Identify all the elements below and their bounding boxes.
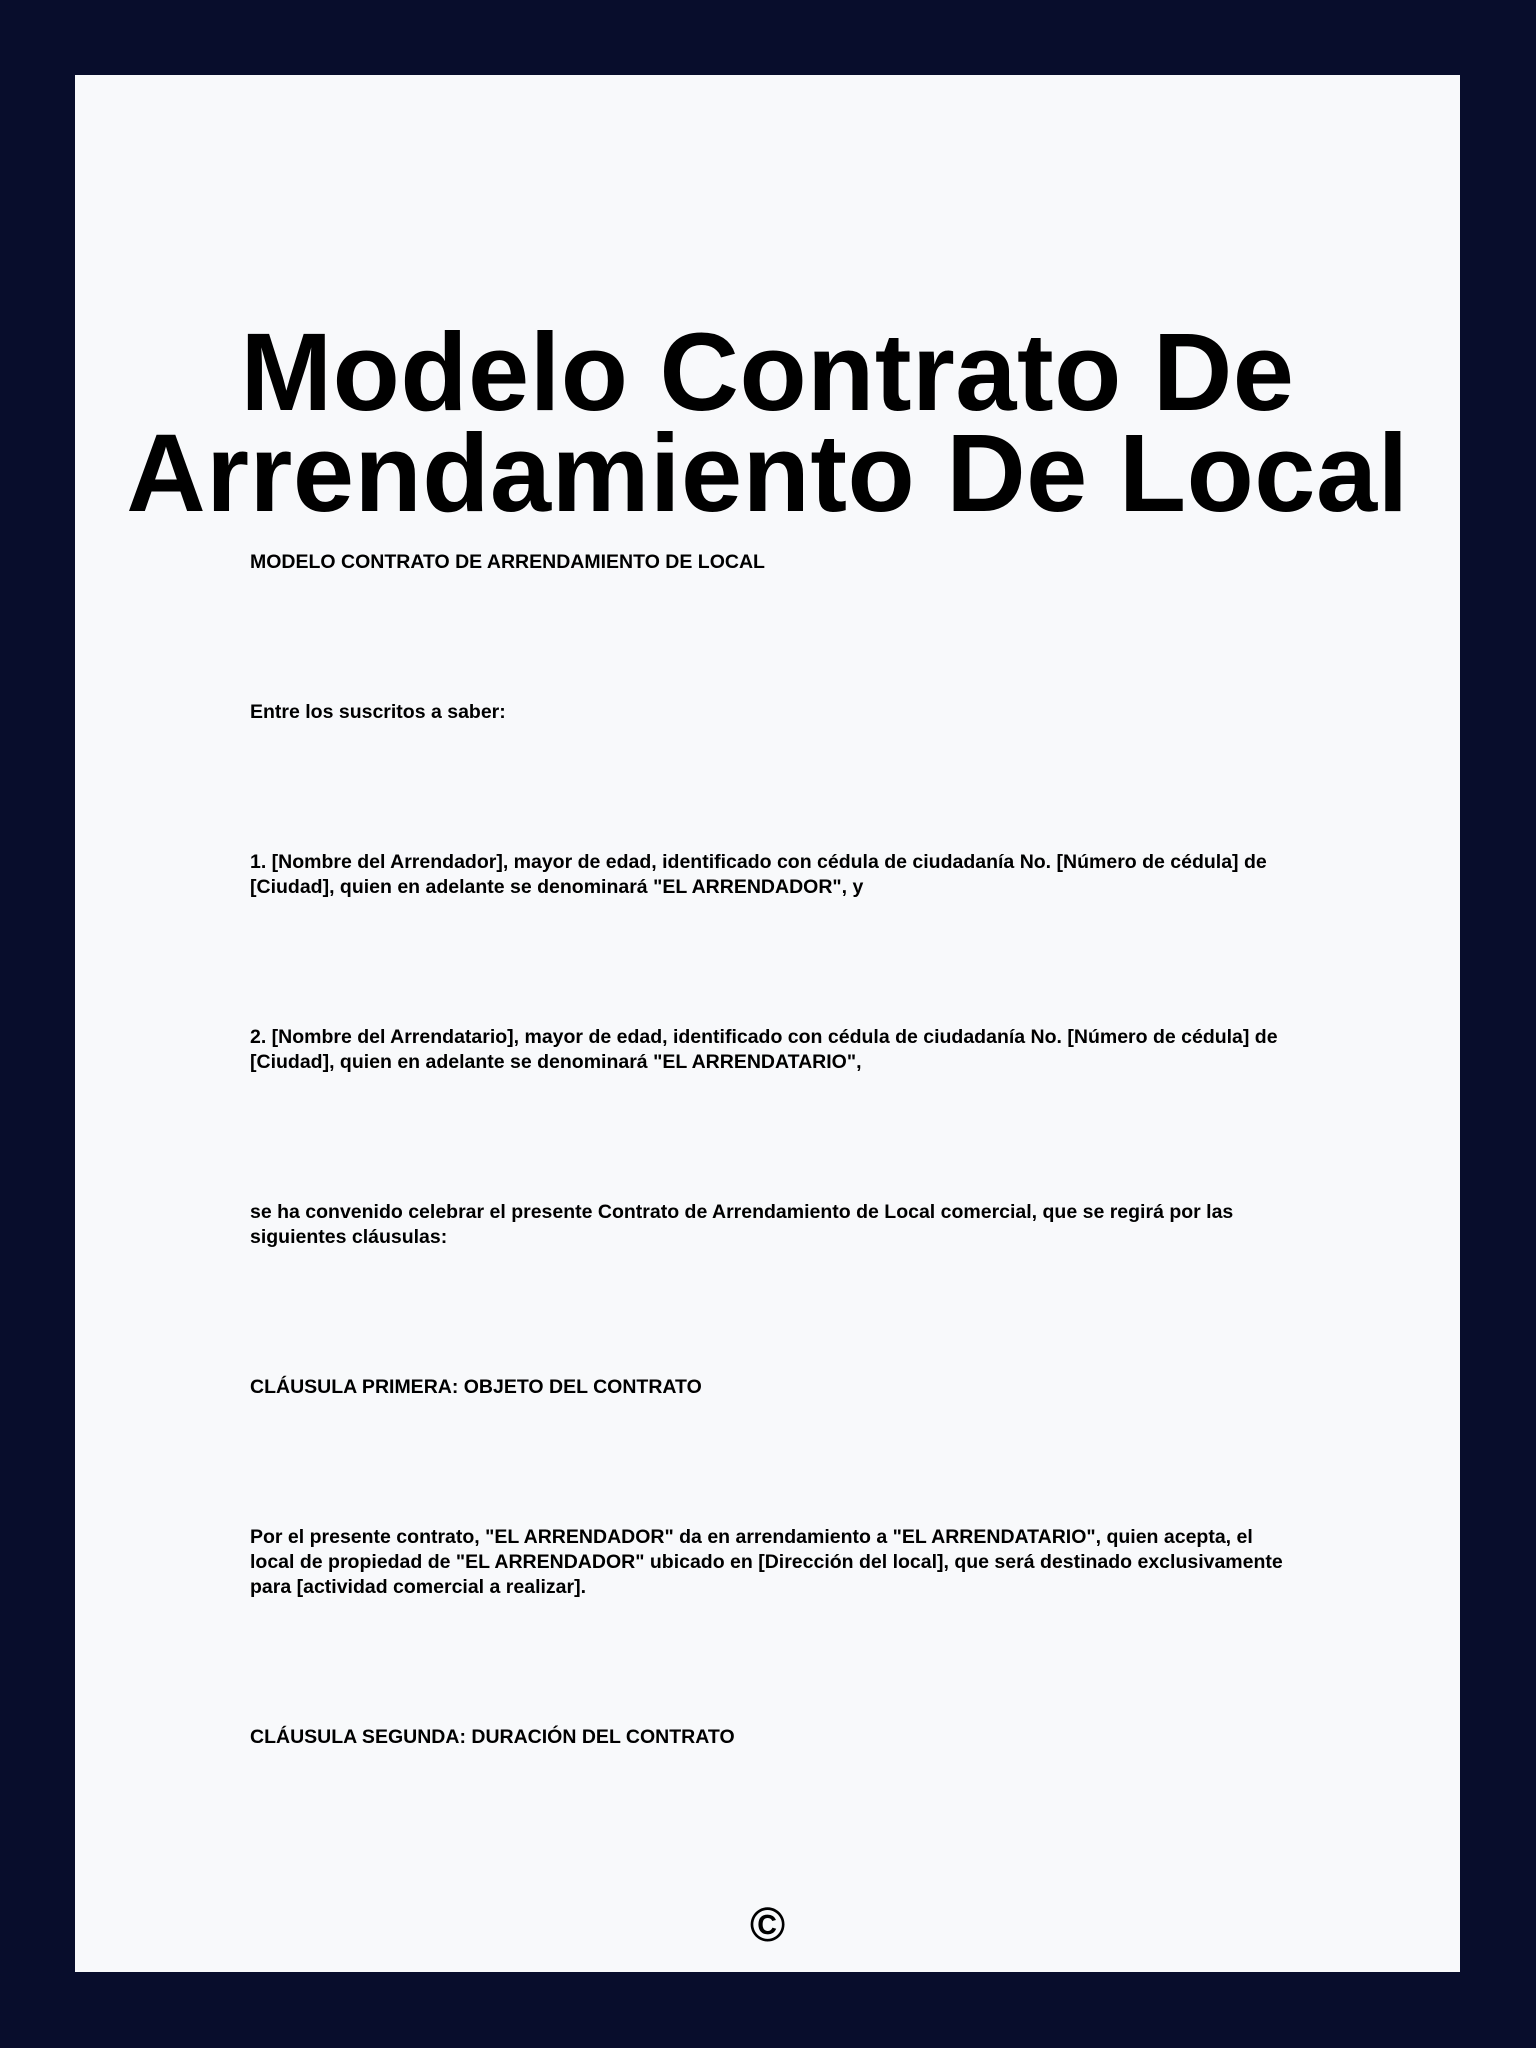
copyright-icon: © xyxy=(749,1899,786,1952)
agreement-paragraph: se ha convenido celebrar el presente Contrato de Arrendamiento de Local comercial, que se regirá por las siguientes cláusulas: xyxy=(250,1201,1234,1248)
intro-paragraph: Entre los suscritos a saber: xyxy=(250,701,506,723)
clause-1-heading: CLÁUSULA PRIMERA: OBJETO DEL CONTRATO xyxy=(250,1376,702,1398)
document-page xyxy=(75,75,1460,1972)
document-heading: MODELO CONTRATO DE ARRENDAMIENTO DE LOCAL xyxy=(250,551,765,573)
party-2-paragraph: 2. [Nombre del Arrendatario], mayor de edad, identificado con cédula de ciudadanía No. [Número de cédula] de [Ciudad], quien en adelante se denominará "EL ARRENDATARIO", xyxy=(250,1026,1278,1073)
clause-1-paragraph: Por el presente contrato, "EL ARRENDADOR" da en arrendamiento a "EL ARRENDATARIO", quien acepta, el local de propiedad de "EL ARRENDADOR" ubicado en [Dirección del local], que será destinado exclusivamente para [actividad comercial a realizar]. xyxy=(250,1526,1283,1598)
document-title: Modelo Contrato De Arrendamiento De Local xyxy=(126,311,1409,535)
party-1-paragraph: 1. [Nombre del Arrendador], mayor de edad, identificado con cédula de ciudadanía No. [Número de cédula] de [Ciudad], quien en adelante se denominará "EL ARRENDADOR", y xyxy=(250,851,1267,898)
clause-2-heading: CLÁUSULA SEGUNDA: DURACIÓN DEL CONTRATO xyxy=(250,1726,735,1748)
